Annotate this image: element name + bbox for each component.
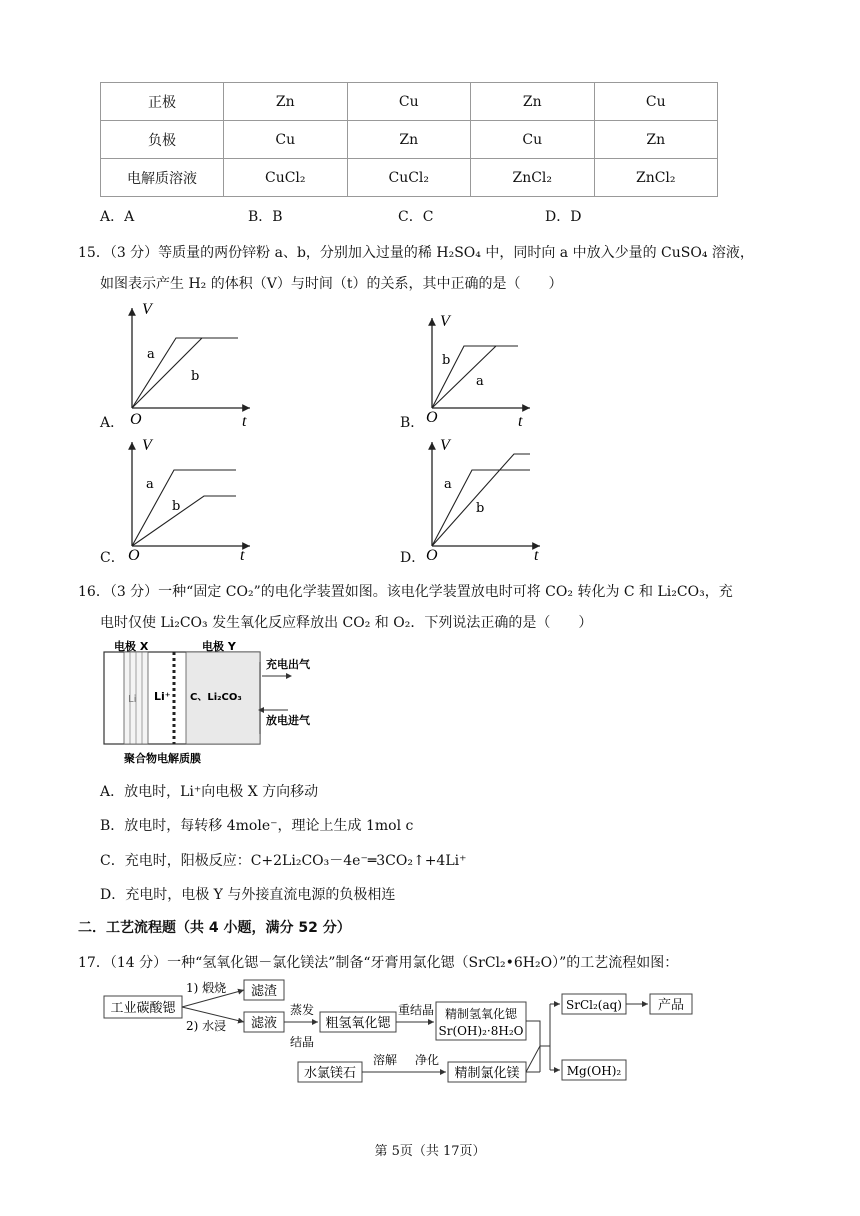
compound-label: C、Li₂CO₃ [190, 692, 242, 703]
q14-option-d: D．D [545, 209, 582, 225]
table-cell: Zn [224, 83, 348, 121]
flow-recryst: 重结晶 [397, 1003, 435, 1017]
flow-refined2: Sr(OH)₂·8H₂O [438, 1024, 524, 1038]
table-cell: Zn [347, 121, 471, 159]
q15-graph-d [418, 436, 548, 566]
curve-label-top: a [147, 347, 155, 362]
q15-line1: 15．（3 分）等质量的两份锌粉 a、b，分别加入过量的稀 H₂SO₄ 中，同时向 a 中放入少量的 CuSO₄ 溶液， [78, 245, 754, 261]
electrode-x-label: 电极 X [114, 640, 149, 653]
curve-label-top: b [442, 353, 451, 368]
table-cell: CuCl₂ [347, 159, 471, 197]
row-header: 负极 [101, 121, 224, 159]
table-cell: ZnCl₂ [594, 159, 718, 197]
axis-v-label: V [440, 437, 450, 454]
table-cell: ZnCl₂ [471, 159, 595, 197]
flow-mineral: 水氯镁石 [303, 1066, 357, 1081]
table-cell: Cu [224, 121, 348, 159]
charge-out-label: 充电出气 [266, 658, 310, 671]
curve-label-bottom: a [476, 374, 484, 389]
q16-cell-diagram [100, 640, 340, 770]
q14-option-b: B．B [248, 209, 283, 225]
q17-flow-diagram [100, 976, 720, 1096]
q14-option-a: A．A [100, 209, 135, 225]
q15-option-d-label: D． [400, 550, 426, 566]
flow-srcl2: SrCl₂(aq) [566, 998, 622, 1012]
axis-t-label: t [240, 547, 245, 564]
axis-t-label: t [534, 547, 539, 564]
li-metal-label: Li [128, 694, 137, 705]
curve-label-top: a [146, 477, 154, 492]
table-cell: Cu [347, 83, 471, 121]
flow-mgoh2: Mg(OH)₂ [566, 1064, 622, 1078]
flow-dissolve: 溶解 [372, 1053, 398, 1067]
table-cell: Cu [594, 83, 718, 121]
flow-refined1: 精制氢氧化锶 [444, 1007, 518, 1021]
flow-product: 产品 [657, 998, 685, 1013]
q16-option-c: C．充电时，阳极反应：C+2Li₂CO₃－4e⁻═3CO₂↑+4Li⁺ [100, 853, 467, 869]
li-ion-label: Li⁺ [154, 690, 171, 703]
discharge-in-label: 放电进气 [266, 714, 310, 727]
page-footer: 第 5页（共 17页） [374, 1144, 486, 1159]
flow-residue: 滤渣 [250, 984, 278, 999]
q16-option-b: B．放电时，每转移 4mole⁻，理论上生成 1mol c [100, 818, 414, 834]
row-header: 电解质溶液 [101, 159, 224, 197]
q15-option-b-label: B． [400, 415, 425, 431]
origin-label: O [130, 411, 142, 428]
row-header: 正极 [101, 83, 224, 121]
flow-step2: 2) 水浸 [186, 1019, 227, 1033]
table-cell: Cu [471, 121, 595, 159]
q15-graph-c [118, 436, 258, 566]
membrane-label: 聚合物电解质膜 [124, 752, 201, 765]
flow-evap: 蒸发 [289, 1003, 315, 1017]
q15-graph-a [118, 300, 258, 430]
electrode-y-label: 电极 Y [202, 640, 236, 653]
origin-label: O [426, 409, 438, 426]
axis-t-label: t [518, 413, 523, 430]
q16-line2: 电时仅使 Li₂CO₃ 发生氧化反应释放出 CO₂ 和 O₂．下列说法正确的是（ ） [100, 615, 593, 631]
table-row [101, 159, 718, 197]
q15-line2: 如图表示产生 H₂ 的体积（V）与时间（t）的关系，其中正确的是（ ） [100, 276, 563, 292]
q15-graph-b [418, 310, 538, 430]
axis-v-label: V [142, 301, 152, 318]
table-row [101, 83, 718, 121]
table-cell: CuCl₂ [224, 159, 348, 197]
curve-label-bottom: b [191, 369, 200, 384]
axis-v-label: V [142, 437, 152, 454]
table-cell: Zn [594, 121, 718, 159]
flow-step1: 1) 煅烧 [186, 981, 227, 995]
flow-start: 工业碳酸锶 [110, 1001, 176, 1016]
q14-option-c: C．C [398, 209, 434, 225]
q16-option-a: A．放电时，Li⁺向电极 X 方向移动 [100, 784, 319, 800]
curve-label-top: a [444, 477, 452, 492]
curve-label-bottom: b [476, 501, 485, 516]
origin-label: O [426, 547, 438, 564]
flow-purify: 净化 [414, 1053, 440, 1067]
flow-crude: 粗氢氧化锶 [325, 1016, 391, 1031]
table-row [101, 121, 718, 159]
origin-label: O [128, 547, 140, 564]
flow-mgcl2: 精制氯化镁 [454, 1066, 520, 1081]
q16-option-d: D．充电时，电极 Y 与外接直流电源的负极相连 [100, 887, 396, 903]
flow-filtrate: 滤液 [250, 1016, 278, 1031]
q17-line1: 17．（14 分）一种“氢氧化锶－氯化镁法”制备“牙膏用氯化锶（SrCl₂•6H₂O）”的工艺流程如图： [78, 955, 679, 971]
q16-line1: 16．（3 分）一种“固定 CO₂”的电化学装置如图。该电化学装置放电时可将 CO₂ 转化为 C 和 Li₂CO₃，充 [78, 584, 733, 600]
axis-v-label: V [440, 313, 450, 330]
axis-t-label: t [242, 413, 247, 430]
curve-label-bottom: b [172, 499, 181, 514]
q15-option-a-label: A． [100, 415, 125, 431]
section-heading: 二．工艺流程题（共 4 小题，满分 52 分） [78, 920, 351, 936]
flow-cryst: 结晶 [289, 1035, 315, 1049]
electrode-table [100, 82, 718, 197]
table-cell: Zn [471, 83, 595, 121]
q15-option-c-label: C． [100, 550, 125, 566]
